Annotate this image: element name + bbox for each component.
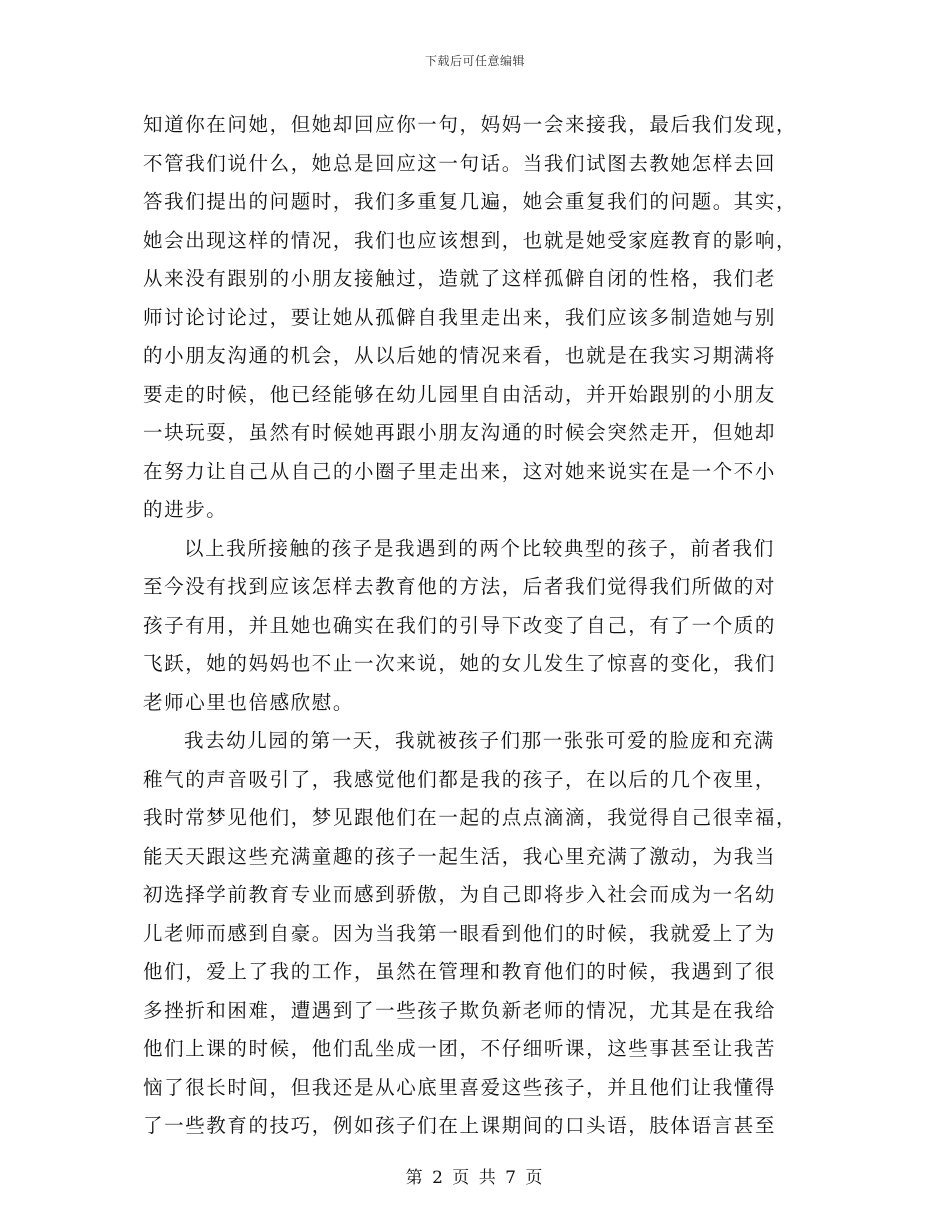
text-line: 知道你在问她，但她却回应你一句，妈妈一会来接我，最后我们发现， [143,113,798,136]
text-line: 老师心里也倍感欣慰。 [143,690,355,714]
text-line: 能天天跟这些充满童趣的孩子一起生活，我心里充满了激动，为我当 [143,844,777,868]
text-line: 儿老师而感到自豪。因为当我第一眼看到他们的时候，我就爱上了为 [143,921,777,945]
page-header: 下载后可任意编辑 [424,54,525,68]
text-line: 孩子有用，并且她也确实在我们的引导下改变了自己，有了一个质的 [143,613,777,637]
text-line: 稚气的声音吸引了，我感觉他们都是我的孩子，在以后的几个夜里， [143,767,777,791]
text-line: 从来没有跟别的小朋友接触过，造就了这样孤僻自闭的性格，我们老 [143,267,777,290]
paragraph-first-line: 我去幼儿园的第一天，我就被孩子们那一张张可爱的脸庞和充满 [184,729,775,752]
text-line: 在努力让自己从自己的小圈子里走出来，这对她来说实在是一个不小 [143,459,777,483]
text-line: 的进步。 [143,498,228,521]
text-line: 恼了很长时间，但我还是从心底里喜爱这些孩子，并且他们让我懂得 [143,1075,777,1099]
text-line: 要走的时候，他已经能够在幼儿园里自由活动，并开始跟别的小朋友 [143,382,777,406]
text-line: 他们上课的时候，他们乱坐成一团，不仔细听课，这些事甚至让我苦 [143,1037,777,1060]
text-line: 我时常梦见他们，梦见跟他们在一起的点点滴滴，我觉得自己很幸福， [143,806,798,829]
text-line: 的小朋友沟通的机会，从以后她的情况来看，也就是在我实习期满将 [143,344,777,367]
text-line: 答我们提出的问题时，我们多重复几遍，她会重复我们的问题。其实， [143,190,798,213]
page-number-footer: 第 2 页 共 7 页 [405,1168,545,1188]
text-line: 初选择学前教育专业而感到骄傲，为自己即将步入社会而成为一名幼 [143,883,777,906]
text-line: 飞跃，她的妈妈也不止一次来说，她的女儿发生了惊喜的变化，我们 [143,652,777,675]
document-body [143,106,807,1146]
text-line: 她会出现这样的情况，我们也应该想到，也就是她受家庭教育的影响， [143,228,798,252]
text-line: 师讨论讨论过，要让她从孤僻自我里走出来，我们应该多制造她与别 [143,305,777,329]
text-line: 至今没有找到应该怎样去教育他的方法，后者我们觉得我们所做的对 [143,575,777,598]
text-line: 他们，爱上了我的工作，虽然在管理和教育他们的时候，我遇到了很 [143,960,777,983]
paragraph-first-line: 以上我所接触的孩子是我遇到的两个比较典型的孩子，前者我们 [184,536,775,560]
text-line: 了一些教育的技巧，例如孩子们在上课期间的口头语，肢体语言甚至 [143,1114,777,1137]
text-line: 不管我们说什么，她总是回应这一句话。当我们试图去教她怎样去回 [143,151,777,175]
text-line: 一块玩耍，虽然有时候她再跟小朋友沟通的时候会突然走开，但她却 [143,421,777,444]
text-line: 多挫折和困难，遭遇到了一些孩子欺负新老师的情况，尤其是在我给 [143,998,777,1022]
